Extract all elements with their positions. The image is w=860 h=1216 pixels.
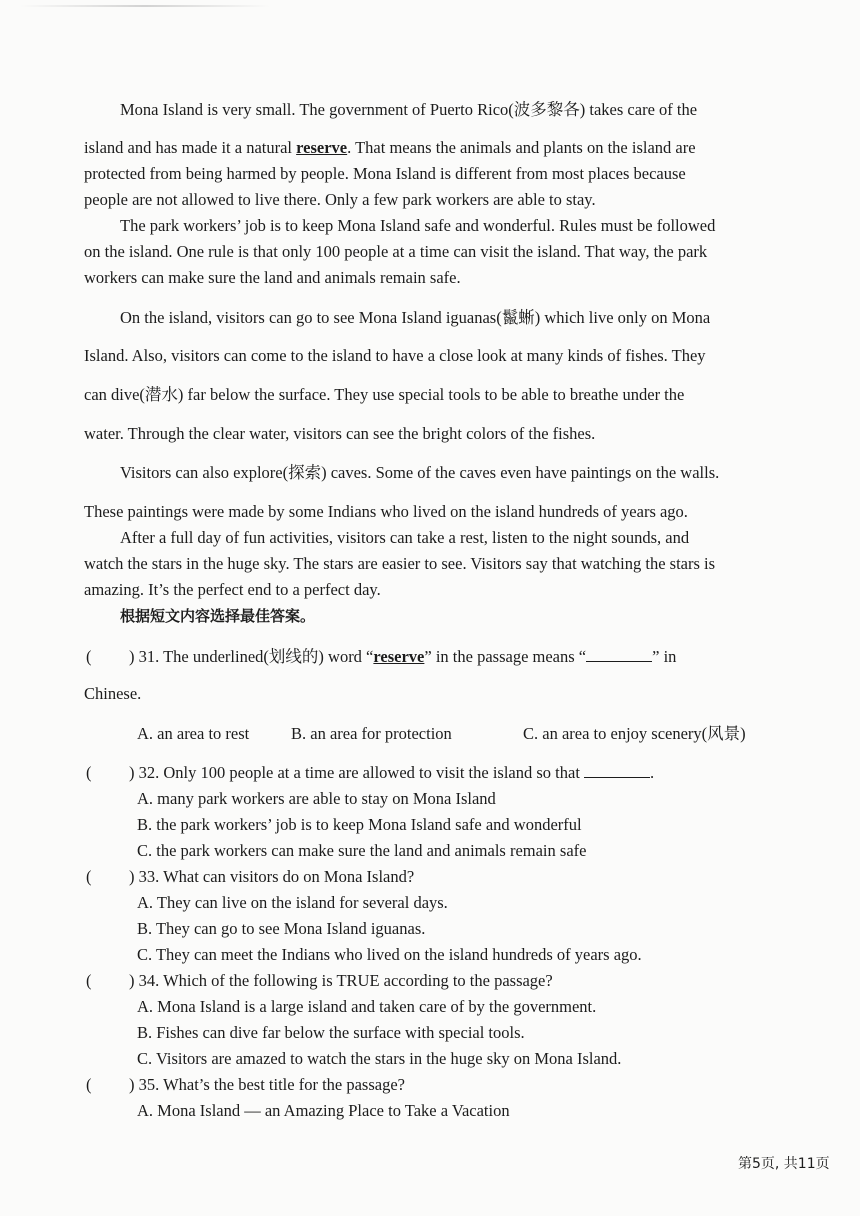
question-33: ) 33. What can visitors do on Mona Island? [129,867,415,886]
underlined-word: reserve [296,138,348,157]
question-text: ” in [652,647,677,666]
passage-line: can dive(潜水) far below the surface. They use special tools to be able to breathe under the [84,385,685,404]
question-text: . [650,763,655,782]
passage-line: people are not allowed to live there. Only a few park workers are able to stay. [84,190,596,209]
option-33-c: C. They can meet the Indians who lived on the island hundreds of years ago. [137,945,642,964]
option-33-b: B. They can go to see Mona Island iguanas. [137,919,426,938]
answer-paren: ( [86,647,92,666]
answer-paren: ( [86,867,92,886]
question-31 [129,647,676,667]
option-31-c: C. an area to enjoy scenery(风景) [523,724,746,743]
option-34-c: C. Visitors are amazed to watch the stars in the huge sky on Mona Island. [137,1049,622,1068]
option-35-a: A. Mona Island — an Amazing Place to Take a Vacation [137,1101,510,1120]
passage-line: on the island. One rule is that only 100 people at a time can visit the island. That way, the park [84,242,708,261]
passage-line: workers can make sure the land and animals remain safe. [84,268,461,287]
option-32-a: A. many park workers are able to stay on Mona Island [137,789,496,808]
question-35: ) 35. What’s the best title for the passage? [129,1075,405,1094]
passage-line: Visitors can also explore(探索) caves. Some of the caves even have paintings on the walls. [120,463,720,482]
question-32 [129,763,654,783]
passage-text: island and has made it a natural [84,138,297,157]
question-31-cont: Chinese. [84,684,142,703]
question-34: ) 34. Which of the following is TRUE according to the passage? [129,971,553,990]
section-instruction: 根据短文内容选择最佳答案。 [120,607,316,625]
underlined-word: reserve [373,647,425,666]
option-33-a: A. They can live on the island for several days. [137,893,448,912]
passage-line: protected from being harmed by people. Mona Island is different from most places because [84,164,686,183]
passage-text: . That means the animals and plants on the island are [347,138,696,157]
passage-line: These paintings were made by some Indians who lived on the island hundreds of years ago. [84,502,688,521]
passage-line: amazing. It’s the perfect end to a perfect day. [84,580,381,599]
question-text: ) 31. The underlined(划线的) word “ [129,647,374,666]
answer-blank [586,647,652,662]
passage-line: After a full day of fun activities, visitors can take a rest, listen to the night sounds, and [120,528,690,547]
passage-line [84,138,768,158]
passage-line: water. Through the clear water, visitors can see the bright colors of the fishes. [84,424,596,443]
question-text: ) 32. Only 100 people at a time are allowed to visit the island so that [129,763,585,782]
option-34-b: B. Fishes can dive far below the surface with special tools. [137,1023,525,1042]
passage-line: watch the stars in the huge sky. The stars are easier to see. Visitors say that watching the stars is [84,554,716,573]
passage-line: Island. Also, visitors can come to the island to have a close look at many kinds of fishes. They [84,346,706,365]
option-34-a: A. Mona Island is a large island and taken care of by the government. [137,997,597,1016]
passage-line: The park workers’ job is to keep Mona Island safe and wonderful. Rules must be followed [120,216,716,235]
page-number: 第5页, 共11页 [738,1156,830,1172]
option-31-a: A. an area to rest [137,724,250,743]
passage-line: On the island, visitors can go to see Mona Island iguanas(鬣蜥) which live only on Mona [120,308,711,327]
question-text: ” in the passage means “ [424,647,587,666]
option-32-b: B. the park workers’ job is to keep Mona Island safe and wonderful [137,815,582,834]
answer-paren: ( [86,1075,92,1094]
passage-line: Mona Island is very small. The government of Puerto Rico(波多黎各) takes care of the [120,100,698,119]
option-31-b: B. an area for protection [291,724,452,743]
answer-paren: ( [86,971,92,990]
answer-blank [584,763,650,778]
option-32-c: C. the park workers can make sure the land and animals remain safe [137,841,587,860]
answer-paren: ( [86,763,92,782]
